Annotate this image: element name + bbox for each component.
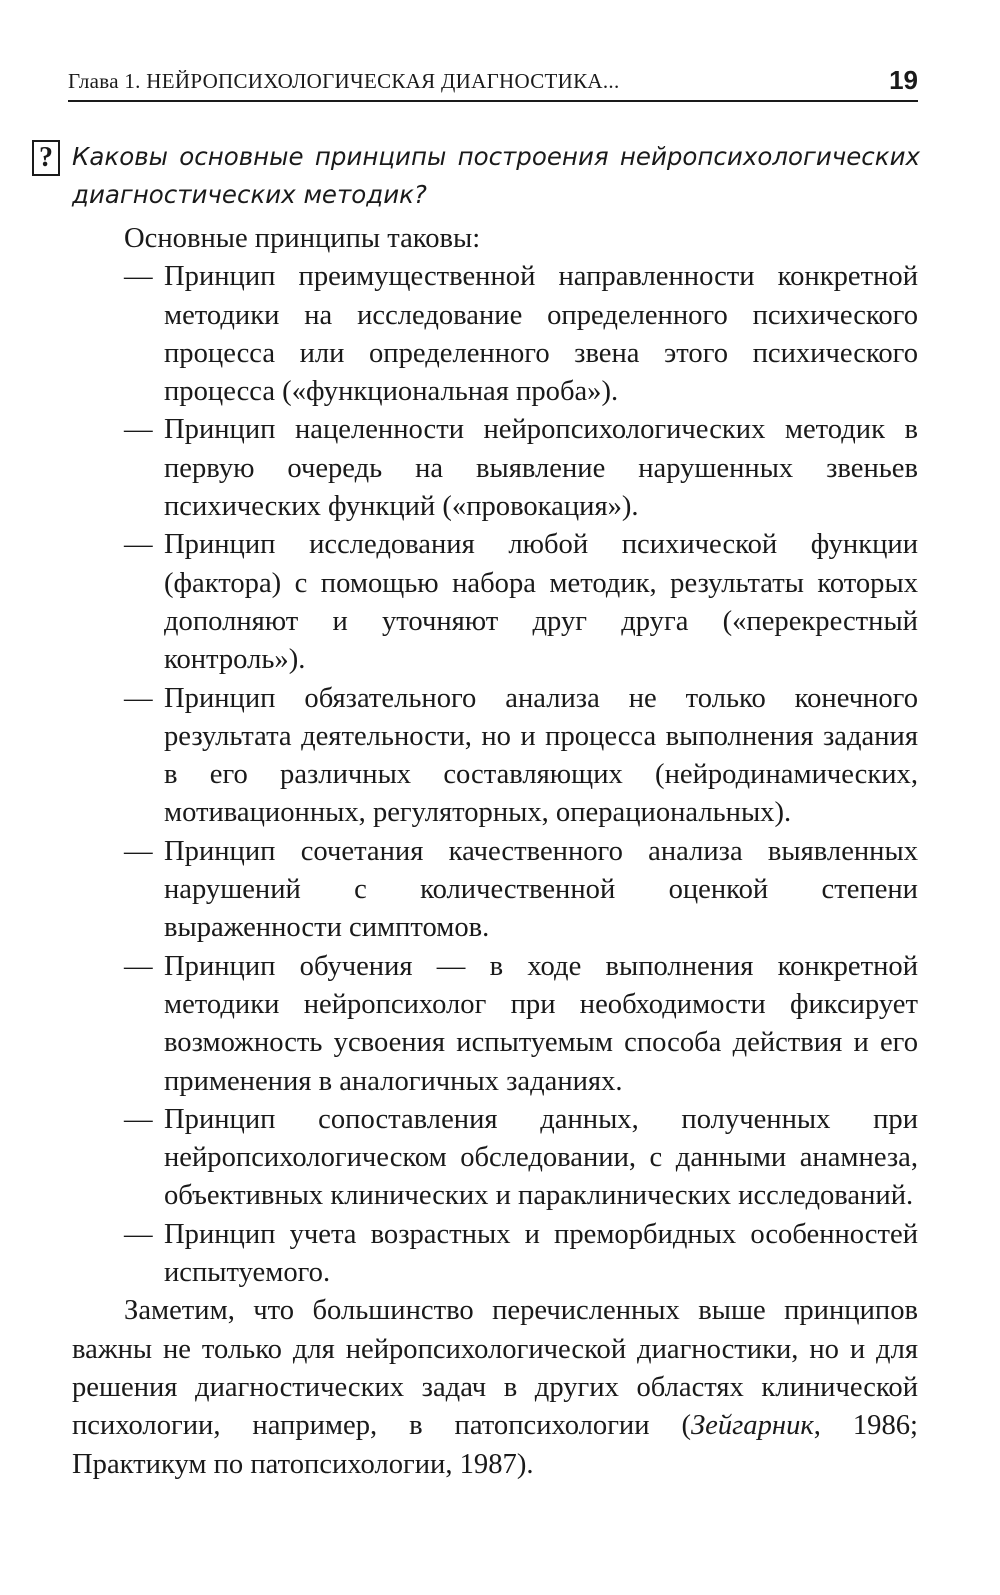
list-item <box>72 948 918 1101</box>
dash-bullet: — <box>124 261 153 293</box>
conclusion-text: Заметим, что большинство перечисленных выше принципов важны не только для нейропсихологической диагностики, но и для решения диагностических задач в других областях клинической психологии, например, в патопсихологии ( <box>72 1295 918 1442</box>
list-item <box>72 411 918 526</box>
principle-text: Принцип сопоставления данных, полученных при нейропсихологическом обследовании, с данными анамнеза, объективных клинических и параклинических исследований. <box>164 1103 918 1212</box>
page-header <box>68 60 918 102</box>
dash-bullet: — <box>124 682 153 714</box>
dash-bullet: — <box>124 529 153 561</box>
principle-text: Принцип нацеленности нейропсихологических методик в первую очередь на выявление нарушенных звеньев психических функций («провокация»). <box>164 414 918 523</box>
dash-bullet: — <box>124 1218 153 1250</box>
list-item <box>72 1216 918 1293</box>
list-item <box>72 833 918 948</box>
principle-text: Принцип обязательного анализа не только конечного результата деятельности, но и процесса выполнения задания в его различных составляющих (нейродинамических, мотивационных, регуляторных, операциональных). <box>164 682 918 829</box>
citation-tail: , 1986; Практикум по патопсихологии, 1987). <box>72 1410 918 1480</box>
list-item <box>72 258 918 411</box>
dash-bullet: — <box>124 835 153 867</box>
principles-list <box>72 258 918 1292</box>
dash-bullet: — <box>124 1103 153 1135</box>
dash-bullet: — <box>124 950 153 982</box>
running-head: Глава 1. НЕЙРОПСИХОЛОГИЧЕСКАЯ ДИАГНОСТИКА... <box>68 69 620 93</box>
principle-text: Принцип преимущественной направленности конкретной методики на исследование определенного психического процесса или определенного звена этого психического процесса («функциональная проба»). <box>164 261 918 408</box>
body-text <box>72 220 918 1484</box>
intro-line: Основные принципы таковы: <box>124 223 481 254</box>
conclusion-paragraph <box>72 1292 918 1483</box>
question-mark-icon: ? <box>32 140 60 176</box>
list-item <box>72 680 918 833</box>
page-number: 19 <box>889 65 918 95</box>
principle-text: Принцип обучения — в ходе выполнения конкретной методики нейропсихолог при необходимости фиксирует возможность усвоения испытуемым способа действия и его применения в аналогичных заданиях. <box>164 950 918 1097</box>
principle-text: Принцип исследования любой психической функции (фактора) с помощью набора методик, результаты которых дополняют и уточняют друг друга («перекрестный контроль»). <box>164 529 918 676</box>
dash-bullet: — <box>124 414 153 446</box>
principle-text: Принцип учета возрастных и преморбидных особенностей испытуемого. <box>164 1218 918 1289</box>
list-item <box>72 526 918 679</box>
citation-author: Зейгарник <box>691 1410 814 1442</box>
principle-text: Принцип сочетания качественного анализа выявленных нарушений с количественной оценкой степени выраженности симптомов. <box>164 835 918 944</box>
list-item <box>72 1101 918 1216</box>
question-text: Каковы основные принципы построения нейропсихологических диагностических методик? <box>72 142 920 209</box>
